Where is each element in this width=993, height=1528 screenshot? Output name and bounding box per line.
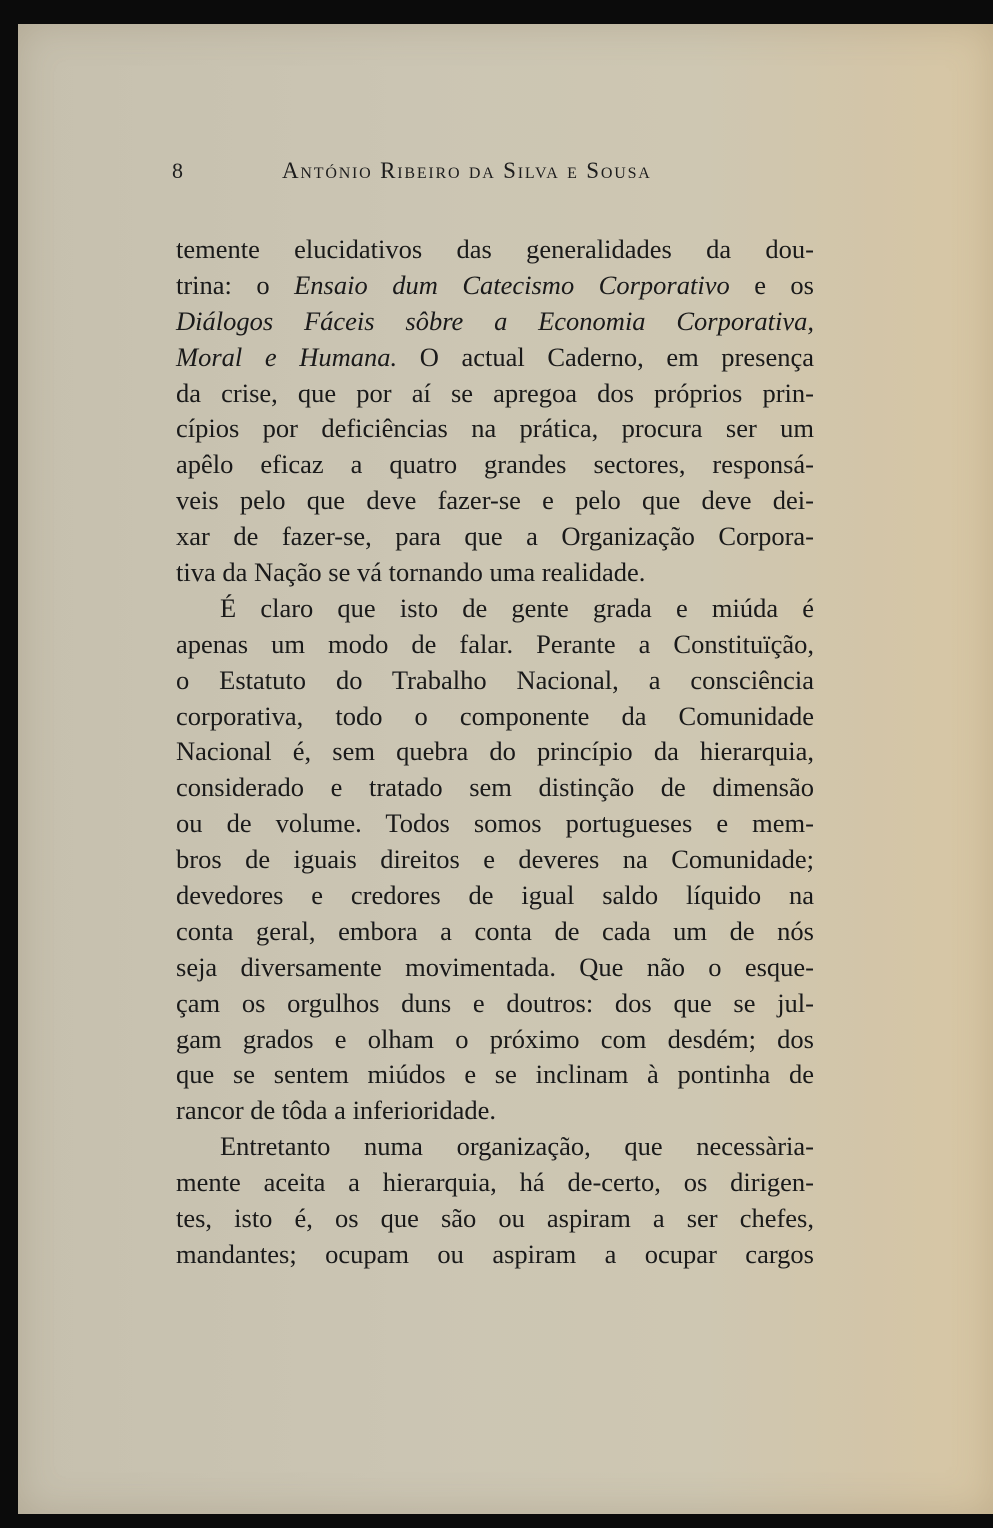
text-line (176, 1129, 814, 1165)
running-header (172, 156, 812, 190)
text-run: corporativa, todo o componente da Comunidade (176, 700, 814, 731)
text-line (176, 914, 814, 950)
text-line (176, 1237, 814, 1273)
text-line (176, 1022, 814, 1058)
italic-title-run: Ensaio dum Catecismo Corporativo (294, 269, 730, 300)
text-line (176, 376, 814, 412)
paragraph (176, 232, 814, 591)
text-run: e os (729, 269, 814, 300)
page-number: 8 (172, 158, 185, 183)
text-run: Entretanto numa organização, que necessària- (220, 1131, 814, 1162)
text-line (176, 483, 814, 519)
text-line (176, 806, 814, 842)
text-line (176, 950, 814, 986)
text-line (176, 591, 814, 627)
text-run: trina: o (176, 269, 295, 300)
text-line (176, 1201, 814, 1237)
text-line (176, 1057, 814, 1093)
text-run: veis pelo que deve fazer-se e pelo que deve dei- (176, 485, 814, 516)
italic-title-run: Moral e Humana. (176, 341, 398, 372)
text-line (176, 986, 814, 1022)
text-line (176, 734, 814, 770)
text-run: seja diversamente movimentada. Que não o esque- (176, 951, 814, 982)
text-line (176, 232, 814, 268)
text-line (176, 663, 814, 699)
text-line (176, 1165, 814, 1201)
text-line (176, 411, 814, 447)
text-run: que se sentem miúdos e se inclinam à pontinha de (176, 1059, 814, 1090)
text-run: ou de volume. Todos somos portugueses e mem- (176, 808, 814, 839)
text-run: conta geral, embora a conta de cada um de nós (176, 915, 814, 946)
text-run: tes, isto é, os que são ou aspiram a ser chefes, (176, 1203, 814, 1234)
text-run: çam os orgulhos duns e doutros: dos que se jul- (176, 987, 814, 1018)
text-run: Nacional é, sem quebra do princípio da hierarquia, (176, 736, 814, 767)
text-line (176, 340, 814, 376)
text-line (176, 842, 814, 878)
text-run: rancor de tôda a inferioridade. (176, 1095, 497, 1126)
text-line (176, 770, 814, 806)
text-run: devedores e credores de igual saldo líquido na (176, 880, 814, 911)
text-line (176, 447, 814, 483)
text-run: É claro que isto de gente grada e miúda é (220, 592, 814, 623)
text-line (176, 1093, 814, 1129)
text-run: xar de fazer-se, para que a Organização Corpora- (176, 521, 814, 552)
text-line (176, 555, 814, 591)
text-run: O actual Caderno, em presença (397, 341, 814, 372)
text-line (176, 627, 814, 663)
text-run: o Estatuto do Trabalho Nacional, a consciência (176, 664, 814, 695)
text-line (176, 268, 814, 304)
text-run: considerado e tratado sem distinção de dimensão (176, 772, 814, 803)
text-line (176, 304, 814, 340)
text-line (176, 699, 814, 735)
text-run: bros de iguais direitos e deveres na Comunidade; (176, 844, 814, 875)
paragraph (176, 591, 814, 1129)
body-text (176, 232, 814, 1273)
text-line (176, 519, 814, 555)
text-run: gam grados e olham o próximo com desdém; dos (176, 1023, 814, 1054)
text-run: mente aceita a hierarquia, há de-certo, os dirigen- (176, 1167, 814, 1198)
italic-title-run: Diálogos Fáceis sôbre a Economia Corporativa, (176, 305, 814, 336)
text-run: temente elucidativos das generalidades da dou- (176, 234, 814, 264)
text-run: tiva da Nação se vá tornando uma realidade. (176, 557, 646, 588)
text-run: mandantes; ocupam ou aspiram a ocupar cargos (176, 1238, 814, 1269)
running-title: António Ribeiro da Silva e Sousa (282, 158, 652, 183)
text-run: apenas um modo de falar. Perante a Constituïção, (176, 628, 814, 659)
text-run: apêlo eficaz a quatro grandes sectores, responsá- (176, 449, 814, 480)
text-run: da crise, que por aí se apregoa dos próprios prin- (176, 377, 814, 408)
text-line (176, 878, 814, 914)
text-run: cípios por deficiências na prática, procura ser um (176, 413, 814, 444)
paragraph (176, 1129, 814, 1273)
